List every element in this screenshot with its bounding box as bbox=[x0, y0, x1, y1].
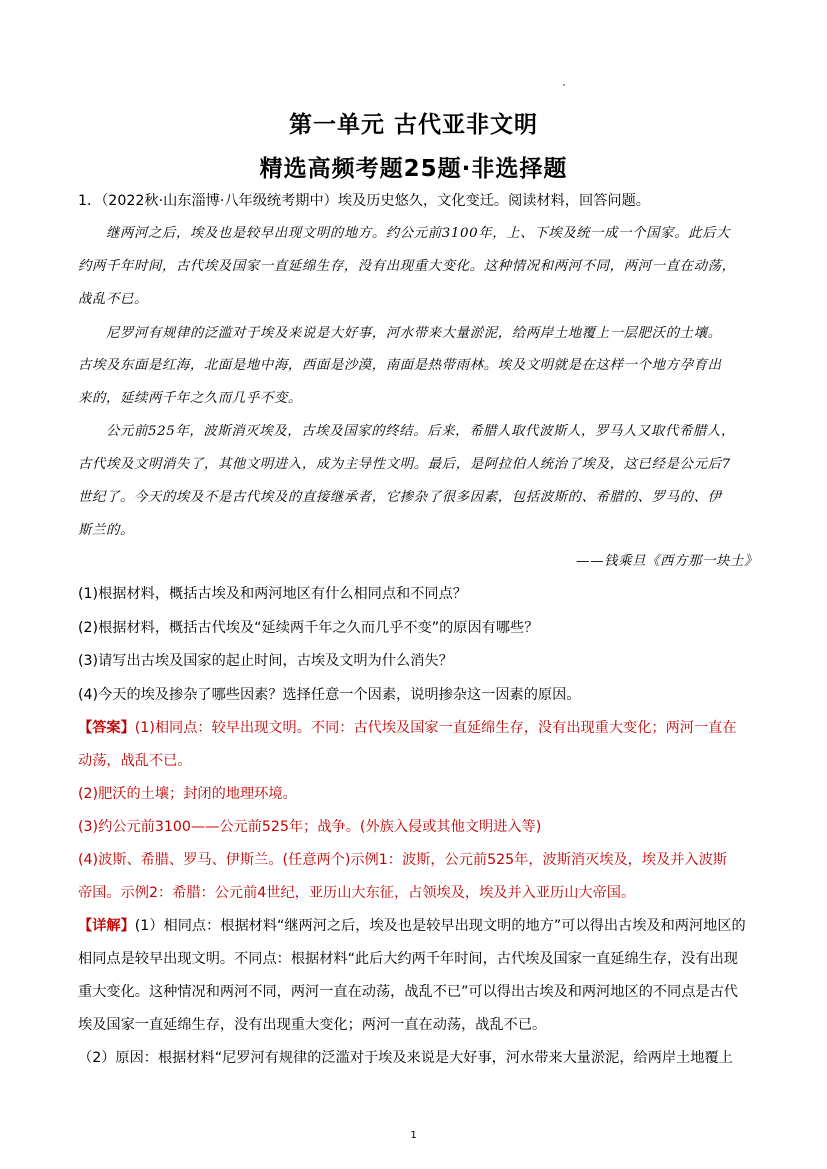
material-p1-line1: 继两河之后，埃及也是较早出现文明的地方。约公元前3100年，上、下埃及统一成一个国家。此后大 bbox=[106, 226, 731, 241]
detail-1-text: (1）相同点：根据材料“继两河之后，埃及也是较早出现文明的地方”可以得出古埃及和两河地区的 bbox=[134, 918, 746, 934]
detail-1-line1 bbox=[78, 916, 758, 936]
material-p3-line2: 古代埃及文明消失了，其他文明进入，成为主导性文明。最后，是阿拉伯人统治了埃及，这已经是公元后7 bbox=[78, 457, 731, 472]
unit-title: 第一单元 古代亚非文明 bbox=[288, 112, 538, 138]
page-number: 1 bbox=[410, 1130, 417, 1141]
material-p3-line3: 世纪了。今天的埃及不是古代埃及的直接继承者，它掺杂了很多因素，包括波斯的、希腊的、罗马的、伊 bbox=[78, 490, 722, 505]
answer-tag: 【答案】 bbox=[78, 720, 135, 736]
material-p2-line1: 尼罗河有规律的泛滥对于埃及来说是大好事，河水带来大量淤泥，给两岸土地覆上一层肥沃的土壤。 bbox=[106, 326, 722, 341]
question-4: (4)今天的埃及掺杂了哪些因素？选择任意一个因素，说明掺杂这一因素的原因。 bbox=[78, 687, 581, 703]
answer-3: (3)约公元前3100——公元前525年；战争。(外族入侵或其他文明进入等) bbox=[78, 819, 542, 835]
material-source: ——钱乘旦《西方那一块土》 bbox=[576, 554, 758, 569]
question-2: (2)根据材料，概括古代埃及“延续两千年之久而几乎不变”的原因有哪些？ bbox=[78, 620, 539, 636]
material-p3-line1: 公元前525年，波斯消灭埃及，古埃及国家的终结。后来，希腊人取代波斯人，罗马人又取代希腊人， bbox=[106, 424, 735, 439]
material-p2-line2: 古埃及东面是红海，北面是地中海，西面是沙漠，南面是热带雨林。埃及文明就是在这样一个地方孕育出 bbox=[78, 358, 722, 373]
question-3: (3)请写出古埃及国家的起止时间，古埃及文明为什么消失？ bbox=[78, 653, 453, 669]
detail-1-line2: 相同点是较早出现文明。不同点：根据材料“此后大约两千年时间，古代埃及国家一直延绵生存，没有出现 bbox=[78, 951, 738, 967]
decorative-dot bbox=[563, 84, 565, 86]
detail-1-line3: 重大变化。这种情况和两河不同，两河一直在动荡，战乱不已”可以得出古埃及和两河地区的不同点是古代 bbox=[78, 984, 738, 1000]
answer-2: (2)肥沃的土壤；封闭的地理环境。 bbox=[78, 786, 297, 802]
answer-1-text: (1)相同点：较早出现文明。不同：古代埃及国家一直延绵生存，没有出现重大变化；两河一直在 bbox=[134, 720, 737, 736]
answer-1-line2: 动荡，战乱不已。 bbox=[78, 753, 192, 769]
material-p1-line2: 约两千年时间，古代埃及国家一直延绵生存，没有出现重大变化。这种情况和两河不同，两河一直在动荡， bbox=[78, 259, 736, 274]
detail-2-line1: （2）原因：根据材料“尼罗河有规律的泛滥对于埃及来说是大好事，河水带来大量淤泥，给两岸土地覆上 bbox=[78, 1050, 733, 1066]
detail-tag: 【详解】 bbox=[78, 918, 135, 934]
detail-1-line4: 埃及国家一直延绵生存，没有出现重大变化；两河一直在动荡，战乱不已。 bbox=[78, 1017, 547, 1033]
question-1: (1)根据材料，概括古埃及和两河地区有什么相同点和不同点？ bbox=[78, 586, 467, 602]
material-p2-line3: 来的，延续两千年之久而几乎不变。 bbox=[78, 391, 302, 406]
answer-4-line1: (4)波斯、希腊、罗马、伊斯兰。(任意两个)示例1：波斯，公元前525年，波斯消灭埃及，埃及并入波斯 bbox=[78, 852, 727, 868]
answer-4-line2: 帝国。示例2：希腊：公元前4世纪，亚历山大东征，占领埃及，埃及并入亚历山大帝国。 bbox=[78, 885, 636, 901]
material-p1-line3: 战乱不已。 bbox=[78, 292, 148, 307]
subtitle: 精选高频考题25题·非选择题 bbox=[259, 156, 568, 182]
question-intro: 1．（2022秋·山东淄博·八年级统考期中）埃及历史悠久，文化变迁。阅读材料，回答问题。 bbox=[78, 193, 650, 209]
answer-1-line1 bbox=[78, 718, 758, 738]
material-p3-line4: 斯兰的。 bbox=[78, 523, 134, 538]
